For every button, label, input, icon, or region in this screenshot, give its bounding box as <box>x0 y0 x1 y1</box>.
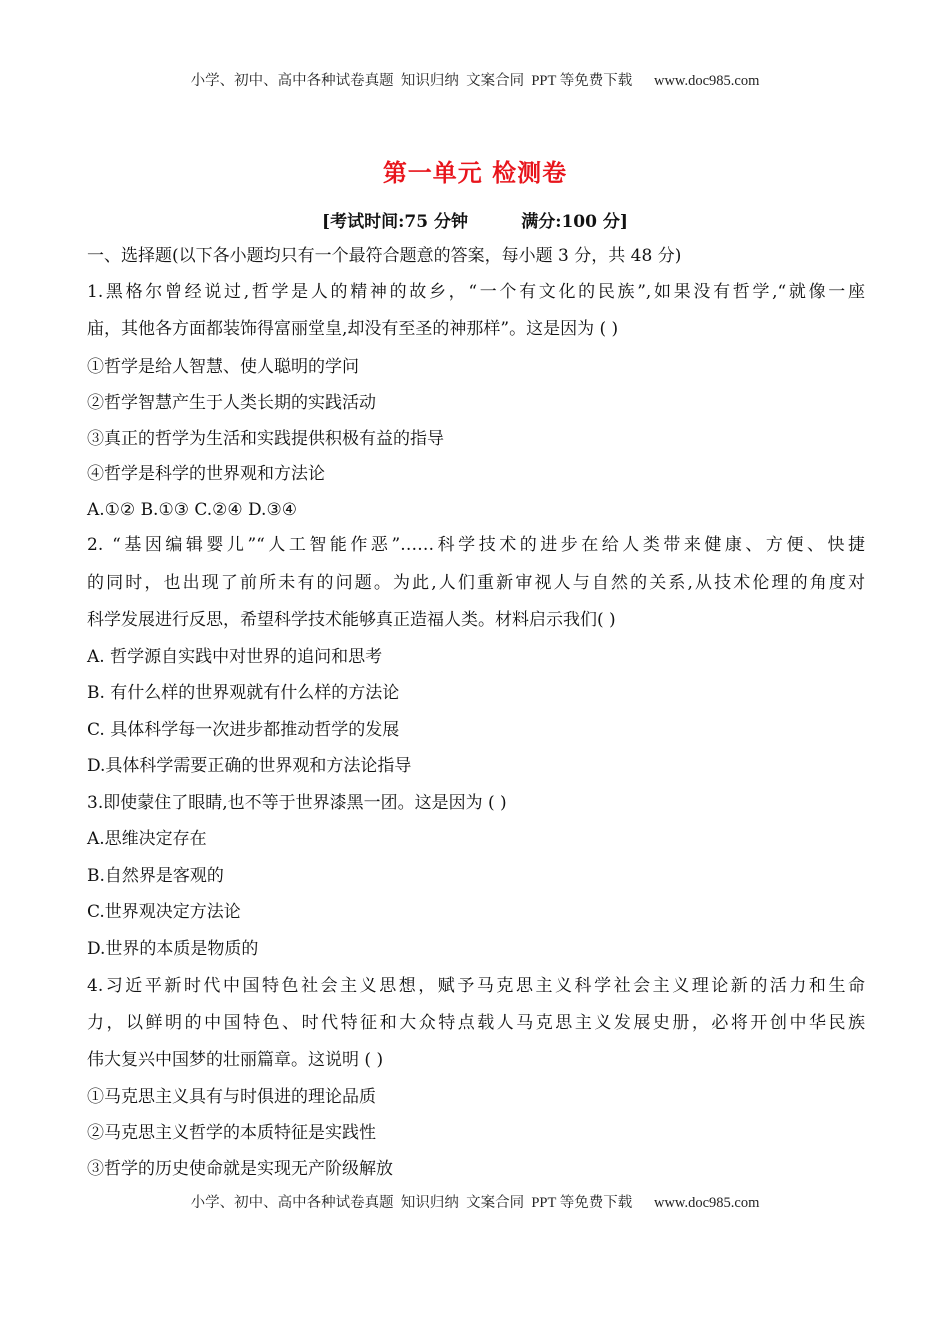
question-line: ②马克思主义哲学的本质特征是实践性 <box>87 1123 376 1143</box>
question-line: 力，以鲜明的中国特色、时代特征和大众特点载人马克思主义发展史册，必将开创中华民族 <box>87 1013 865 1033</box>
question-line: 的同时，也出现了前所未有的问题。为此,人们重新审视人与自然的关系,从技术伦理的角度对 <box>87 573 865 593</box>
page-header: 小学、初中、高中各种试卷真题 知识归纳 文案合同 PPT 等免费下载 www.doc985.com <box>190 73 760 89</box>
question-line: 3.即使蒙住了眼睛,也不等于世界漆黑一团。这是因为 ( ) <box>87 793 507 813</box>
question-line: ①马克思主义具有与时俱进的理论品质 <box>87 1087 376 1107</box>
question-line: A.①② B.①③ C.②④ D.③④ <box>87 500 297 520</box>
question-line: ①哲学是给人智慧、使人聪明的学问 <box>87 357 359 377</box>
question-line: 科学发展进行反思，希望科学技术能够真正造福人类。材料启示我们( ) <box>87 610 616 630</box>
question-line: ③真正的哲学为生活和实践提供积极有益的指导 <box>87 429 444 449</box>
question-line: B.自然界是客观的 <box>87 866 224 886</box>
question-line: C.世界观决定方法论 <box>87 902 241 922</box>
question-line: 伟大复兴中国梦的壮丽篇章。这说明 ( ) <box>87 1050 384 1070</box>
question-line: 2. “基因编辑婴儿”“人工智能作恶”……科学技术的进步在给人类带来健康、方便、快捷 <box>87 535 865 555</box>
question-line: 4.习近平新时代中国特色社会主义思想，赋予马克思主义科学社会主义理论新的活力和生命 <box>87 976 865 996</box>
question-line: 1.黑格尔曾经说过,哲学是人的精神的故乡，“一个有文化的民族”,如果没有哲学,“就像一座 <box>87 282 865 302</box>
page-title: 第一单元 检测卷 <box>382 158 568 187</box>
question-line: ③哲学的历史使命就是实现无产阶级解放 <box>87 1159 393 1179</box>
question-line: B. 有什么样的世界观就有什么样的方法论 <box>87 683 400 703</box>
question-line: C. 具体科学每一次进步都推动哲学的发展 <box>87 720 400 740</box>
question-line: 庙，其他各方面都装饰得富丽堂皇,却没有至圣的神那样”。这是因为 ( ) <box>87 319 619 339</box>
question-line: ②哲学智慧产生于人类长期的实践活动 <box>87 393 376 413</box>
section-heading: 一、选择题(以下各小题均只有一个最符合题意的答案，每小题 3 分，共 48 分) <box>87 246 682 266</box>
question-line: D.世界的本质是物质的 <box>87 939 259 959</box>
question-line: A. 哲学源自实践中对世界的追问和思考 <box>87 647 383 667</box>
question-line: D.具体科学需要正确的世界观和方法论指导 <box>87 756 412 776</box>
question-line: A.思维决定存在 <box>87 829 207 849</box>
exam-info: [考试时间:75 分钟 满分:100 分] <box>322 212 628 232</box>
page-footer: 小学、初中、高中各种试卷真题 知识归纳 文案合同 PPT 等免费下载 www.doc985.com <box>190 1195 760 1211</box>
question-line: ④哲学是科学的世界观和方法论 <box>87 464 325 484</box>
